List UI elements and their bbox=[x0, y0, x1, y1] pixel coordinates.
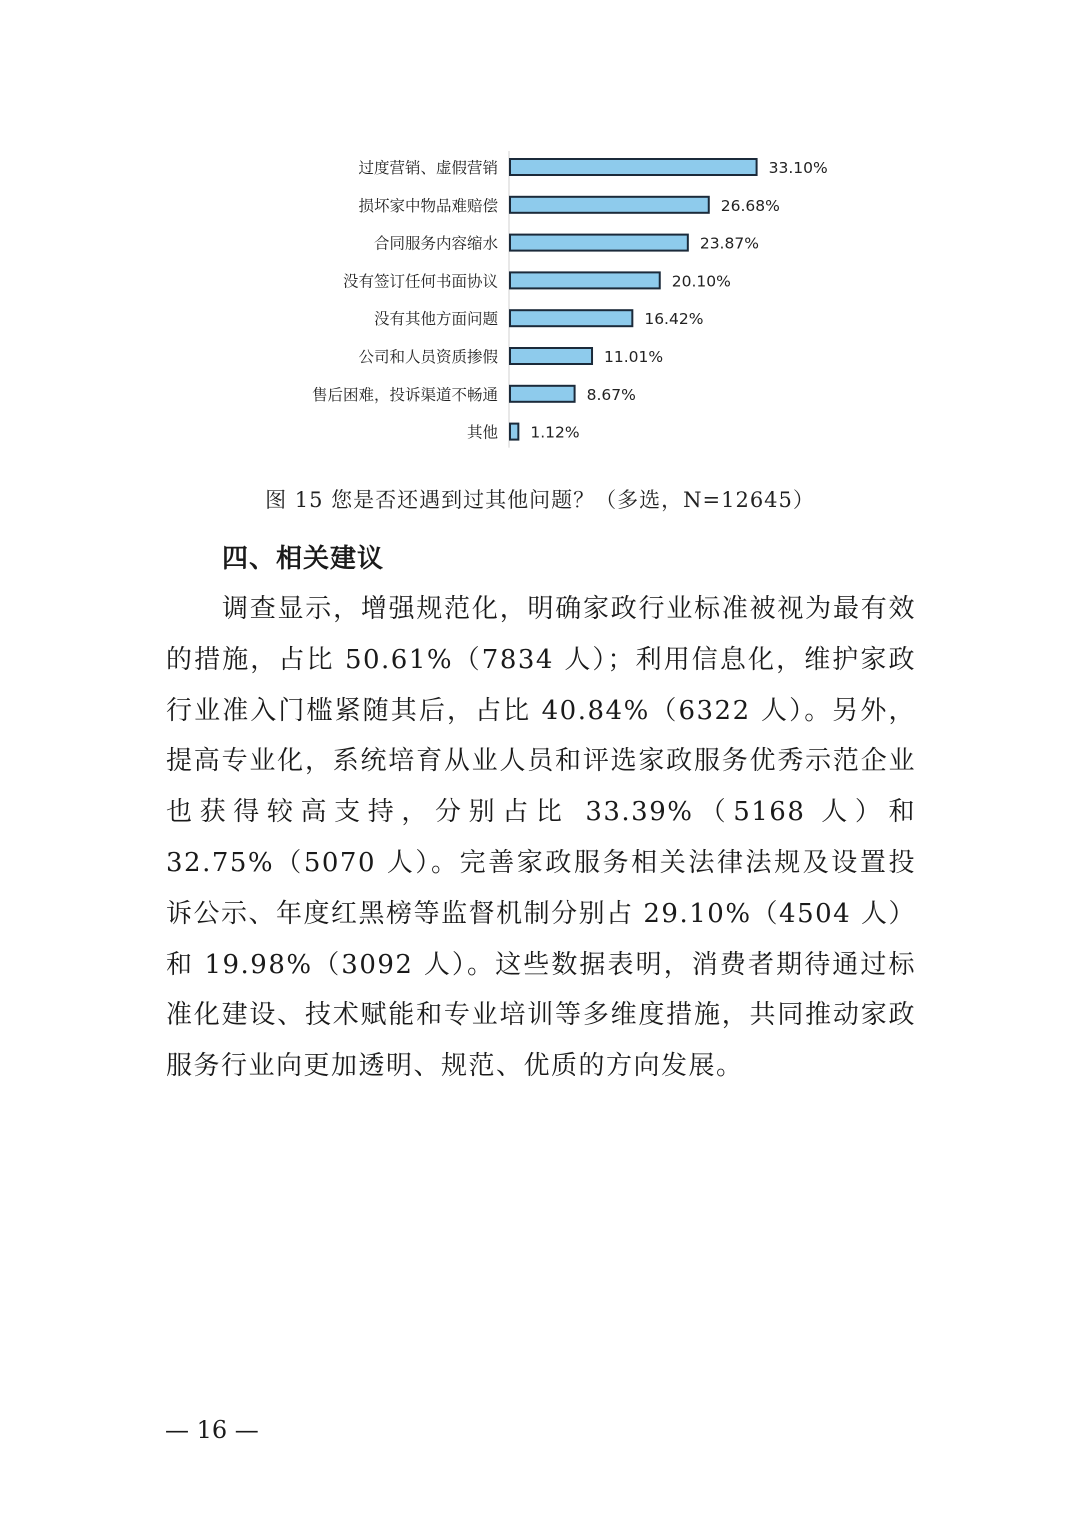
chart-bar bbox=[510, 197, 709, 213]
chart-bar bbox=[510, 424, 518, 440]
chart-bar bbox=[510, 310, 632, 326]
chart-bar bbox=[510, 235, 688, 251]
chart-value-label: 1.12% bbox=[530, 423, 580, 442]
chart-category-label: 售后困难，投诉渠道不畅通 bbox=[311, 385, 498, 404]
chart-value-label: 33.10% bbox=[768, 159, 828, 177]
chart-value-label: 11.01% bbox=[604, 348, 664, 366]
chart-value-label: 16.42% bbox=[644, 310, 704, 329]
chart-category-label: 过度营销、虚假营销 bbox=[358, 159, 498, 177]
chart-value-label: 26.68% bbox=[720, 196, 780, 215]
chart-bar bbox=[510, 348, 592, 364]
chart-bar bbox=[510, 159, 757, 175]
chart-bar bbox=[510, 386, 575, 402]
chart-value-label: 8.67% bbox=[586, 385, 636, 404]
chart-bar bbox=[510, 272, 660, 288]
figure-caption: 图 15 您是否还遇到过其他问题？（多选，N=12645） bbox=[265, 488, 815, 512]
chart-category-label: 没有签订任何书面协议 bbox=[342, 272, 498, 291]
section-heading: 四、相关建议 bbox=[222, 544, 385, 574]
chart-category-label: 没有其他方面问题 bbox=[373, 310, 498, 329]
bar-chart bbox=[0, 0, 1080, 470]
bar-chart-bars bbox=[312, 151, 828, 448]
chart-category-label: 损坏家中物品难赔偿 bbox=[358, 196, 498, 215]
chart-category-label: 合同服务内容缩水 bbox=[373, 234, 498, 253]
chart-category-label: 其他 bbox=[466, 423, 498, 442]
chart-value-label: 23.87% bbox=[699, 234, 759, 253]
chart-value-label: 20.10% bbox=[671, 272, 731, 291]
chart-category-label: 公司和人员资质掺假 bbox=[358, 348, 498, 366]
section-paragraph: 调查显示，增强规范化，明确家政行业标准被视为最有效的措施，占比 50.61%（7834 人）；利用信息化，维护家政行业准入门槛紧随其后，占比 40.84%（6322 人）。另外，提高专业化，系统培育从业人员和评选家政服务优秀示范企业也获得较高支持，分别占比 33.39%（5168 人）和 32.75%（5070 人）。完善家政服务相关法律法规及设置投诉公示、年度红黑榜等监督机制分别占 29.10%（4504 人）和 19.98%（3092 人）。这些数据表明，消费者期待通过标准化建设、技术赋能和专业培训等多维度措施，共同推动家政服务行业向更加透明、规范、优质的方向发展。 bbox=[166, 594, 916, 1082]
page-number: — 16 — bbox=[165, 1416, 259, 1444]
